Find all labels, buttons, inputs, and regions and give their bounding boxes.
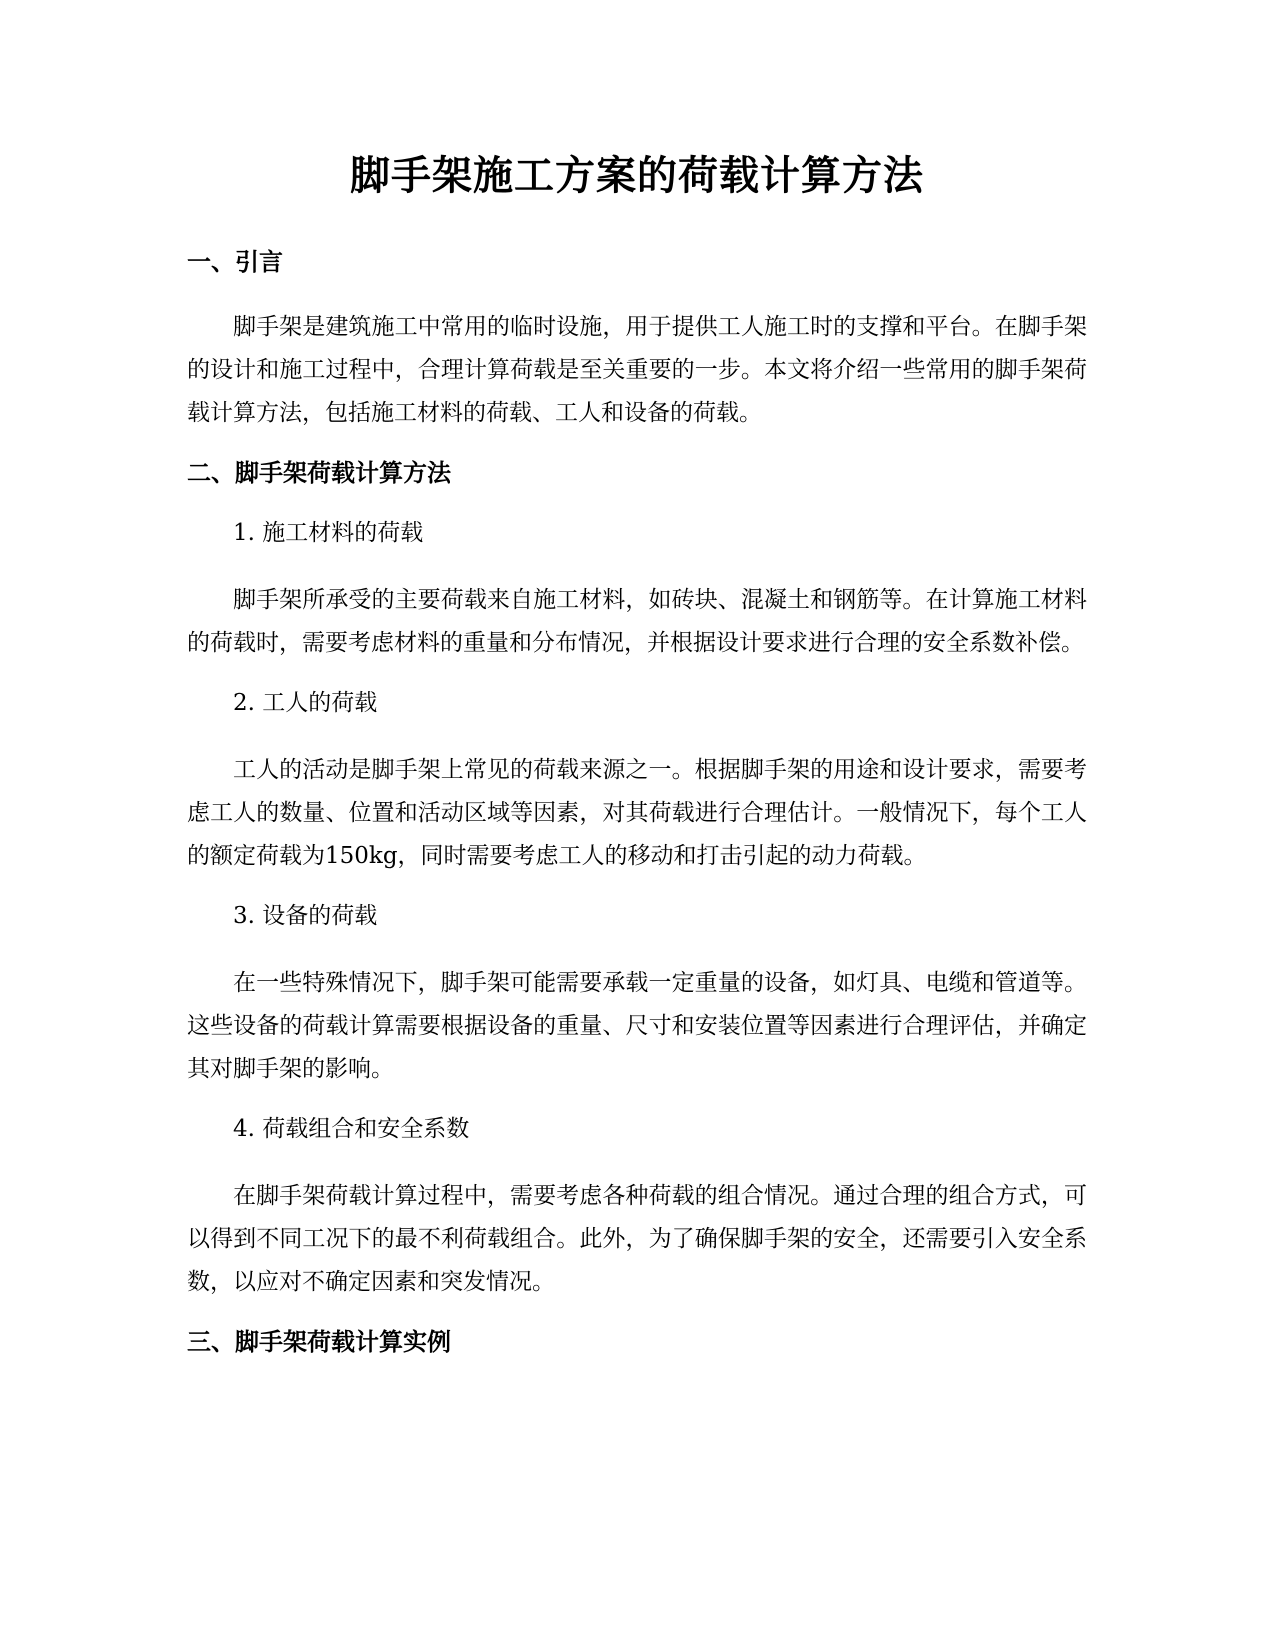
item-subheading: 4. 荷载组合和安全系数 xyxy=(233,1116,470,1142)
section-calculation-methods xyxy=(187,457,1087,1304)
list-item xyxy=(187,517,1087,665)
item-paragraph: 在脚手架荷载计算过程中，需要考虑各种荷载的组合情况。通过合理的组合方式，可以得到不同工况下的最不利荷载组合。此外，为了确保脚手架的安全，还需要引入安全系数，以应对不确定因素和突发情况。 xyxy=(187,1183,1087,1295)
section-introduction xyxy=(187,246,1087,435)
item-subheading: 3. 设备的荷载 xyxy=(233,903,378,929)
item-paragraph: 在一些特殊情况下，脚手架可能需要承载一定重量的设备，如灯具、电缆和管道等。这些设备的荷载计算需要根据设备的重量、尺寸和安装位置等因素进行合理评估，并确定其对脚手架的影响。 xyxy=(187,970,1087,1082)
section-paragraph: 脚手架是建筑施工中常用的临时设施，用于提供工人施工时的支撑和平台。在脚手架的设计和施工过程中，合理计算荷载是至关重要的一步。本文将介绍一些常用的脚手架荷载计算方法，包括施工材料的荷载、工人和设备的荷载。 xyxy=(187,314,1087,426)
item-paragraph: 脚手架所承受的主要荷载来自施工材料，如砖块、混凝土和钢筋等。在计算施工材料的荷载时，需要考虑材料的重量和分布情况，并根据设计要求进行合理的安全系数补偿。 xyxy=(187,587,1087,656)
document-title: 脚手架施工方案的荷载计算方法 xyxy=(350,153,924,199)
section-calculation-example xyxy=(187,1326,1087,1358)
list-item xyxy=(187,687,1087,878)
document-body xyxy=(187,148,1087,1386)
list-item xyxy=(187,900,1087,1091)
section-heading: 一、引言 xyxy=(187,248,283,276)
item-subheading: 1. 施工材料的荷载 xyxy=(233,520,424,546)
list-item xyxy=(187,1113,1087,1304)
item-paragraph: 工人的活动是脚手架上常见的荷载来源之一。根据脚手架的用途和设计要求，需要考虑工人的数量、位置和活动区域等因素，对其荷载进行合理估计。一般情况下，每个工人的额定荷载为150kg，同时需要考虑工人的移动和打击引起的动力荷载。 xyxy=(187,757,1087,869)
section-heading: 二、脚手架荷载计算方法 xyxy=(187,459,451,487)
section-heading: 三、脚手架荷载计算实例 xyxy=(187,1328,451,1356)
item-subheading: 2. 工人的荷载 xyxy=(233,690,378,716)
